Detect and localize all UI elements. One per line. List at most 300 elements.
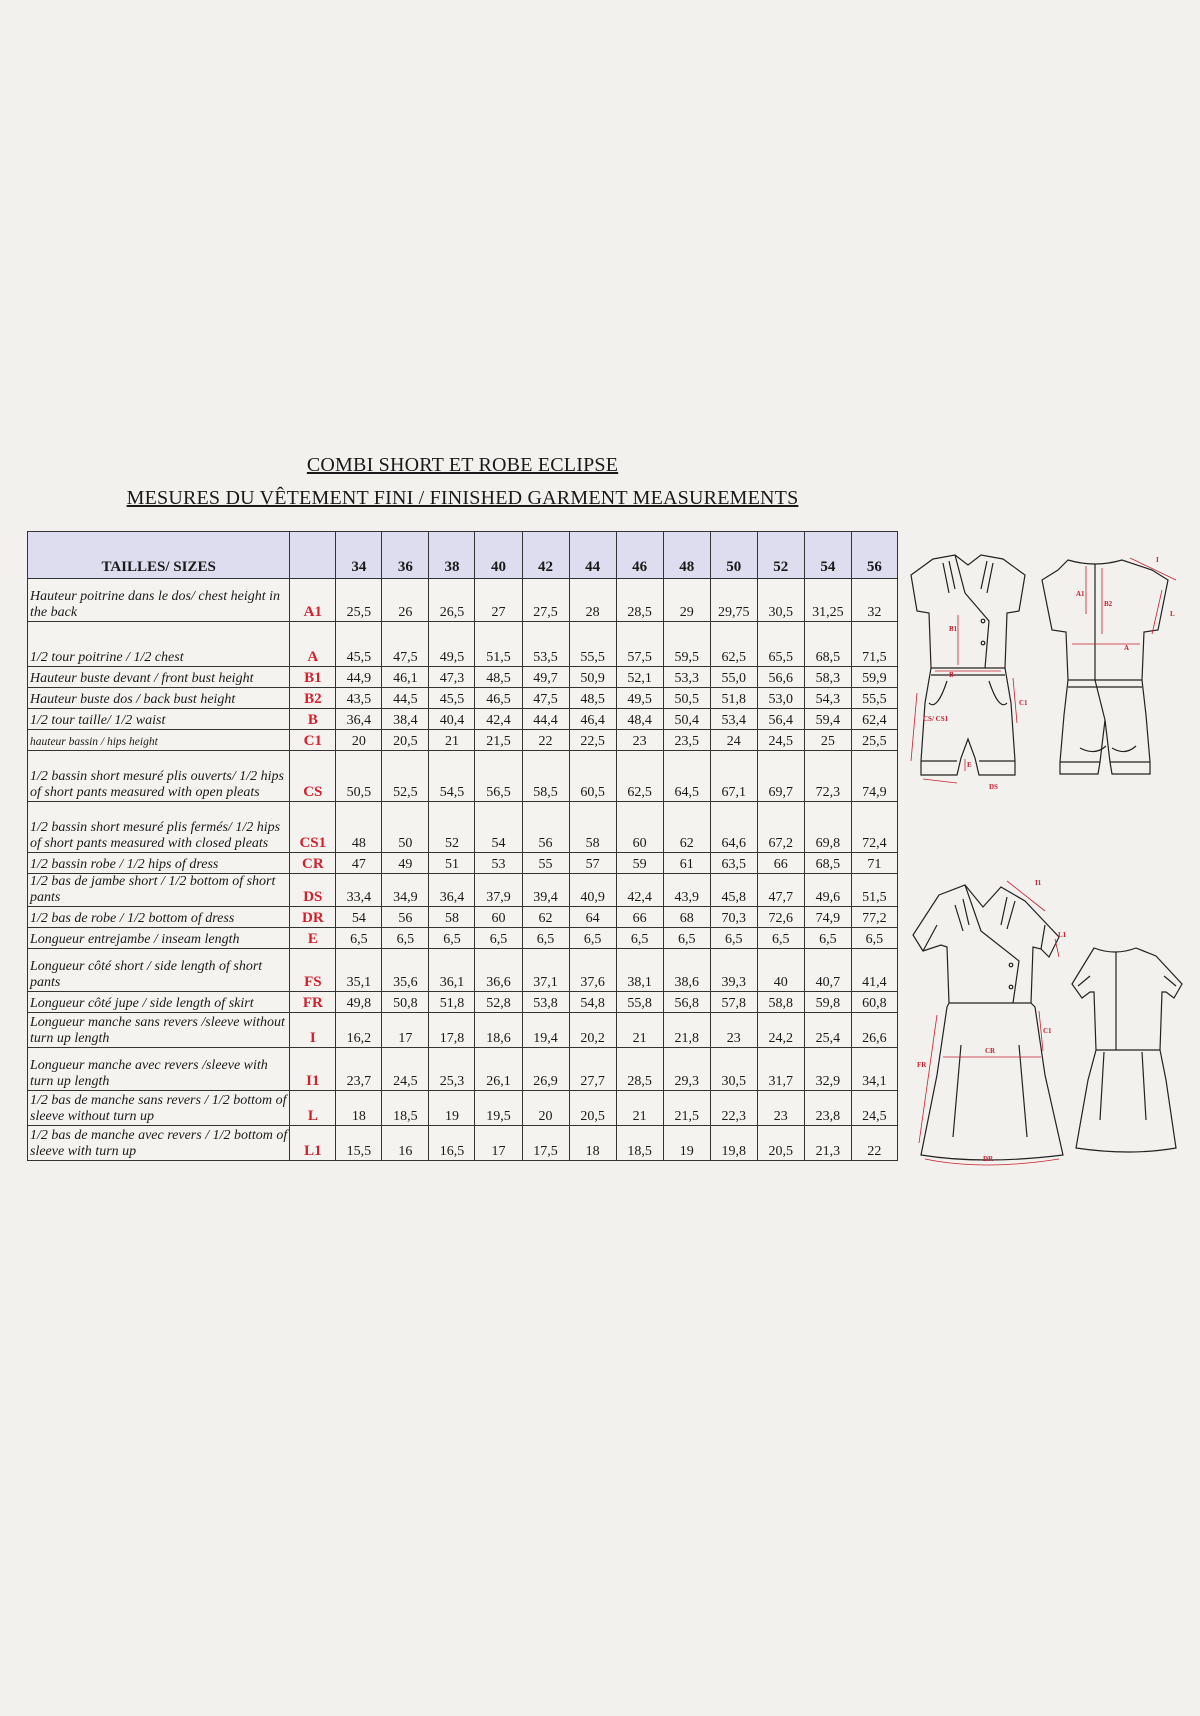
dress-front-illustration <box>903 875 1067 1163</box>
measurement-value: 37,1 <box>522 949 569 992</box>
measurement-value: 60,5 <box>569 751 616 802</box>
measurement-value: 26 <box>382 579 429 622</box>
measurement-value: 67,1 <box>710 751 757 802</box>
measurement-label: 1/2 bassin short mesuré plis ouverts/ 1/2 hips of short pants measured with open pleats <box>28 751 290 802</box>
measurement-value: 56,8 <box>663 992 710 1013</box>
measurement-label: 1/2 bassin robe / 1/2 hips of dress <box>28 853 290 874</box>
measurement-value: 59,5 <box>663 622 710 667</box>
table-row <box>28 1013 898 1048</box>
measurement-value: 59,8 <box>804 992 851 1013</box>
measurement-value: 45,8 <box>710 874 757 907</box>
measurement-value: 46,5 <box>475 688 522 709</box>
measurement-value: 45,5 <box>336 622 382 667</box>
measurement-value: 17 <box>382 1013 429 1048</box>
measurement-value: 58 <box>429 907 475 928</box>
measurement-value: 58 <box>569 802 616 853</box>
measurement-value: 48,5 <box>569 688 616 709</box>
measurement-value: 40,7 <box>804 949 851 992</box>
measurement-label: hauteur bassin / hips height <box>28 730 290 751</box>
measurement-label: Hauteur buste dos / back bust height <box>28 688 290 709</box>
measurement-value: 34,9 <box>382 874 429 907</box>
measurement-code: CR <box>290 853 336 874</box>
measurement-value: 44,5 <box>382 688 429 709</box>
measurement-value: 47,5 <box>522 688 569 709</box>
measurement-value: 23 <box>616 730 663 751</box>
size-header-cell: 52 <box>757 532 804 579</box>
table-row <box>28 688 898 709</box>
measurement-value: 57 <box>569 853 616 874</box>
measurement-value: 47,3 <box>429 667 475 688</box>
measurement-label: Longueur côté short / side length of short pants <box>28 949 290 992</box>
table-row <box>28 874 898 907</box>
measurement-value: 6,5 <box>616 928 663 949</box>
measurement-value: 72,6 <box>757 907 804 928</box>
measurement-label: 1/2 bas de manche avec revers / 1/2 bottom of sleeve with turn up <box>28 1126 290 1161</box>
table-row <box>28 579 898 622</box>
measurement-value: 29,75 <box>710 579 757 622</box>
measurement-code: B1 <box>290 667 336 688</box>
measurement-table <box>27 531 898 1161</box>
measurement-value: 46,1 <box>382 667 429 688</box>
svg-text:A1: A1 <box>1076 590 1085 598</box>
measurement-value: 24 <box>710 730 757 751</box>
measurement-value: 53,3 <box>663 667 710 688</box>
romper-front-illustration <box>903 553 1033 793</box>
measurement-code: L <box>290 1091 336 1126</box>
measurement-value: 16,2 <box>336 1013 382 1048</box>
measurement-value: 49,8 <box>336 992 382 1013</box>
svg-text:DR: DR <box>983 1155 994 1163</box>
measurement-value: 56,6 <box>757 667 804 688</box>
measurement-value: 49,6 <box>804 874 851 907</box>
measurement-value: 52,8 <box>475 992 522 1013</box>
measurement-value: 56 <box>382 907 429 928</box>
measurement-value: 47,7 <box>757 874 804 907</box>
measurement-value: 61 <box>663 853 710 874</box>
measurement-value: 28 <box>569 579 616 622</box>
measurement-value: 52 <box>429 802 475 853</box>
measurement-value: 23,8 <box>804 1091 851 1126</box>
svg-text:B1: B1 <box>949 625 958 633</box>
measurement-value: 6,5 <box>569 928 616 949</box>
measurement-value: 56,4 <box>757 709 804 730</box>
measurement-value: 29 <box>663 579 710 622</box>
measurement-code: L1 <box>290 1126 336 1161</box>
measurement-value: 50,4 <box>663 709 710 730</box>
measurement-value: 72,3 <box>804 751 851 802</box>
measurement-value: 55,8 <box>616 992 663 1013</box>
measurement-value: 48,5 <box>475 667 522 688</box>
dress-back-illustration <box>1070 940 1185 1155</box>
measurement-value: 36,6 <box>475 949 522 992</box>
measurement-label: Longueur entrejambe / inseam length <box>28 928 290 949</box>
measurement-value: 20,5 <box>757 1126 804 1161</box>
measurement-label: Longueur côté jupe / side length of skirt <box>28 992 290 1013</box>
measurement-code: FS <box>290 949 336 992</box>
measurement-value: 42,4 <box>616 874 663 907</box>
measurement-value: 53,5 <box>522 622 569 667</box>
measurement-value: 43,9 <box>663 874 710 907</box>
size-header-cell: 48 <box>663 532 710 579</box>
measurement-value: 52,1 <box>616 667 663 688</box>
code-header <box>290 532 336 579</box>
table-row <box>28 667 898 688</box>
measurement-value: 32 <box>851 579 897 622</box>
measurement-value: 51,8 <box>710 688 757 709</box>
measurement-value: 54 <box>475 802 522 853</box>
measurement-value: 50,5 <box>663 688 710 709</box>
measurement-code: B2 <box>290 688 336 709</box>
measurement-value: 6,5 <box>382 928 429 949</box>
svg-text:E: E <box>967 761 972 769</box>
table-row <box>28 1091 898 1126</box>
measurement-value: 6,5 <box>663 928 710 949</box>
measurement-value: 57,5 <box>616 622 663 667</box>
measurement-value: 25,5 <box>336 579 382 622</box>
size-header-cell: 40 <box>475 532 522 579</box>
measurement-value: 62 <box>522 907 569 928</box>
size-header-cell: 50 <box>710 532 757 579</box>
svg-text:FR: FR <box>917 1061 927 1069</box>
measurement-value: 23 <box>710 1013 757 1048</box>
measurement-code: C1 <box>290 730 336 751</box>
measurement-value: 68,5 <box>804 853 851 874</box>
measurement-value: 20,5 <box>382 730 429 751</box>
measurement-value: 21,8 <box>663 1013 710 1048</box>
size-header-cell: 54 <box>804 532 851 579</box>
size-header-cell: 56 <box>851 532 897 579</box>
measurement-value: 38,6 <box>663 949 710 992</box>
measurement-value: 68,5 <box>804 622 851 667</box>
measurement-code: CS1 <box>290 802 336 853</box>
measurement-value: 33,4 <box>336 874 382 907</box>
measurement-value: 17,8 <box>429 1013 475 1048</box>
measurement-value: 22,5 <box>569 730 616 751</box>
measurement-value: 51,5 <box>475 622 522 667</box>
measurement-value: 67,2 <box>757 802 804 853</box>
measurement-value: 53,4 <box>710 709 757 730</box>
measurement-value: 62,5 <box>616 751 663 802</box>
measurement-value: 40 <box>757 949 804 992</box>
measurement-value: 50,8 <box>382 992 429 1013</box>
measurement-value: 26,6 <box>851 1013 897 1048</box>
measurement-value: 44,4 <box>522 709 569 730</box>
measurement-value: 48,4 <box>616 709 663 730</box>
svg-text:A: A <box>1124 644 1130 652</box>
measurement-value: 22 <box>851 1126 897 1161</box>
svg-text:I1: I1 <box>1035 879 1042 887</box>
measurement-code: B <box>290 709 336 730</box>
romper-back-illustration <box>1040 550 1180 780</box>
measurement-value: 30,5 <box>710 1048 757 1091</box>
measurement-value: 64,5 <box>663 751 710 802</box>
measurement-value: 24,2 <box>757 1013 804 1048</box>
measurement-value: 16,5 <box>429 1126 475 1161</box>
measurement-value: 20,2 <box>569 1013 616 1048</box>
measurement-value: 54,5 <box>429 751 475 802</box>
measurement-value: 49,5 <box>429 622 475 667</box>
measurement-value: 49,7 <box>522 667 569 688</box>
svg-text:DS: DS <box>989 783 998 791</box>
measurement-value: 17 <box>475 1126 522 1161</box>
measurement-value: 15,5 <box>336 1126 382 1161</box>
measurement-value: 55 <box>522 853 569 874</box>
measurement-value: 31,25 <box>804 579 851 622</box>
measurement-value: 26,5 <box>429 579 475 622</box>
measurement-value: 47,5 <box>382 622 429 667</box>
measurement-value: 23 <box>757 1091 804 1126</box>
measurement-value: 20,5 <box>569 1091 616 1126</box>
svg-text:L1: L1 <box>1058 931 1067 939</box>
measurement-value: 66 <box>616 907 663 928</box>
measurement-value: 47 <box>336 853 382 874</box>
measurement-code: CS <box>290 751 336 802</box>
measurement-value: 24,5 <box>382 1048 429 1091</box>
measurement-value: 74,9 <box>804 907 851 928</box>
size-header-cell: 44 <box>569 532 616 579</box>
measurement-value: 19 <box>663 1126 710 1161</box>
measurement-value: 18 <box>336 1091 382 1126</box>
table-row <box>28 709 898 730</box>
measurement-value: 24,5 <box>757 730 804 751</box>
measurement-value: 60 <box>616 802 663 853</box>
measurement-value: 19,5 <box>475 1091 522 1126</box>
measurement-value: 25,4 <box>804 1013 851 1048</box>
measurement-value: 62 <box>663 802 710 853</box>
measurement-value: 18,6 <box>475 1013 522 1048</box>
measurement-value: 56,5 <box>475 751 522 802</box>
measurement-code: I1 <box>290 1048 336 1091</box>
measurement-value: 39,3 <box>710 949 757 992</box>
table-row <box>28 949 898 992</box>
measurement-code: I <box>290 1013 336 1048</box>
measurement-value: 17,5 <box>522 1126 569 1161</box>
measurement-value: 56 <box>522 802 569 853</box>
measurement-value: 39,4 <box>522 874 569 907</box>
measurement-label: 1/2 bassin short mesuré plis fermés/ 1/2 hips of short pants measured with closed pleats <box>28 802 290 853</box>
measurement-value: 6,5 <box>757 928 804 949</box>
measurement-value: 62,4 <box>851 709 897 730</box>
measurement-value: 6,5 <box>804 928 851 949</box>
measurement-value: 60,8 <box>851 992 897 1013</box>
measurement-value: 35,6 <box>382 949 429 992</box>
measurement-value: 54 <box>336 907 382 928</box>
measurement-value: 19,8 <box>710 1126 757 1161</box>
measurement-code: FR <box>290 992 336 1013</box>
measurement-code: A1 <box>290 579 336 622</box>
measurement-value: 36,1 <box>429 949 475 992</box>
measurement-value: 45,5 <box>429 688 475 709</box>
measurement-value: 18,5 <box>382 1091 429 1126</box>
measurement-value: 69,7 <box>757 751 804 802</box>
measurement-value: 38,4 <box>382 709 429 730</box>
measurement-label: Longueur manche sans revers /sleeve without turn up length <box>28 1013 290 1048</box>
measurement-value: 40,9 <box>569 874 616 907</box>
measurement-value: 66 <box>757 853 804 874</box>
measurement-label: Hauteur poitrine dans le dos/ chest height in the back <box>28 579 290 622</box>
measurement-value: 18,5 <box>616 1126 663 1161</box>
page-title: COMBI SHORT ET ROBE ECLIPSE <box>306 454 619 476</box>
measurement-value: 69,8 <box>804 802 851 853</box>
measurement-value: 6,5 <box>475 928 522 949</box>
svg-text:CS/ CS1: CS/ CS1 <box>923 715 949 723</box>
table-row <box>28 853 898 874</box>
measurement-value: 51 <box>429 853 475 874</box>
measurement-value: 6,5 <box>851 928 897 949</box>
measurement-value: 48 <box>336 802 382 853</box>
measurement-value: 43,5 <box>336 688 382 709</box>
size-header-cell: 34 <box>336 532 382 579</box>
svg-text:B2: B2 <box>1104 600 1113 608</box>
table-row <box>28 928 898 949</box>
measurement-label: 1/2 tour taille/ 1/2 waist <box>28 709 290 730</box>
measurement-value: 60 <box>475 907 522 928</box>
measurement-label: 1/2 bas de robe / 1/2 bottom of dress <box>28 907 290 928</box>
size-header-row <box>28 532 898 579</box>
measurement-value: 44,9 <box>336 667 382 688</box>
measurement-value: 21,3 <box>804 1126 851 1161</box>
measurement-value: 65,5 <box>757 622 804 667</box>
measurement-value: 21,5 <box>475 730 522 751</box>
measurement-value: 32,9 <box>804 1048 851 1091</box>
measurement-value: 50,5 <box>336 751 382 802</box>
measurement-value: 23,5 <box>663 730 710 751</box>
measurement-value: 21 <box>616 1091 663 1126</box>
measurement-value: 58,3 <box>804 667 851 688</box>
measurement-value: 28,5 <box>616 579 663 622</box>
size-header-cell: 46 <box>616 532 663 579</box>
measurement-value: 22 <box>522 730 569 751</box>
measurement-label: 1/2 bas de jambe short / 1/2 bottom of short pants <box>28 874 290 907</box>
measurement-value: 6,5 <box>429 928 475 949</box>
measurement-code: DS <box>290 874 336 907</box>
measurement-value: 59,9 <box>851 667 897 688</box>
table-row <box>28 751 898 802</box>
measurement-value: 63,5 <box>710 853 757 874</box>
measurement-label: 1/2 tour poitrine / 1/2 chest <box>28 622 290 667</box>
svg-text:L: L <box>1170 610 1175 618</box>
measurement-value: 54,8 <box>569 992 616 1013</box>
measurement-value: 50 <box>382 802 429 853</box>
size-header-label: TAILLES/ SIZES <box>28 532 290 579</box>
measurement-value: 59 <box>616 853 663 874</box>
measurement-value: 19 <box>429 1091 475 1126</box>
measurement-value: 37,9 <box>475 874 522 907</box>
measurement-value: 71 <box>851 853 897 874</box>
measurement-value: 25,3 <box>429 1048 475 1091</box>
measurement-value: 16 <box>382 1126 429 1161</box>
measurement-value: 38,1 <box>616 949 663 992</box>
measurement-value: 21 <box>429 730 475 751</box>
measurement-value: 31,7 <box>757 1048 804 1091</box>
measurement-value: 22,3 <box>710 1091 757 1126</box>
size-header-cell: 42 <box>522 532 569 579</box>
measurement-value: 64 <box>569 907 616 928</box>
measurement-value: 53,0 <box>757 688 804 709</box>
measurement-value: 53 <box>475 853 522 874</box>
measurement-value: 6,5 <box>336 928 382 949</box>
measurement-value: 77,2 <box>851 907 897 928</box>
measurement-value: 37,6 <box>569 949 616 992</box>
measurement-value: 27 <box>475 579 522 622</box>
measurement-label: 1/2 bas de manche sans revers / 1/2 bottom of sleeve without turn up <box>28 1091 290 1126</box>
measurement-value: 34,1 <box>851 1048 897 1091</box>
measurement-label: Hauteur buste devant / front bust height <box>28 667 290 688</box>
measurement-value: 51,8 <box>429 992 475 1013</box>
measurement-value: 28,5 <box>616 1048 663 1091</box>
svg-text:CR: CR <box>985 1047 996 1055</box>
measurement-value: 62,5 <box>710 622 757 667</box>
table-row <box>28 1126 898 1161</box>
measurement-value: 71,5 <box>851 622 897 667</box>
size-header-cell: 38 <box>429 532 475 579</box>
measurement-value: 55,5 <box>569 622 616 667</box>
svg-text:B: B <box>949 671 954 679</box>
measurement-code: DR <box>290 907 336 928</box>
measurement-value: 58,8 <box>757 992 804 1013</box>
measurement-value: 29,3 <box>663 1048 710 1091</box>
svg-text:C1: C1 <box>1019 699 1028 707</box>
measurement-value: 26,9 <box>522 1048 569 1091</box>
table-row <box>28 802 898 853</box>
measurement-code: A <box>290 622 336 667</box>
measurement-value: 6,5 <box>710 928 757 949</box>
measurement-value: 70,3 <box>710 907 757 928</box>
size-header-cell: 36 <box>382 532 429 579</box>
measurement-value: 49 <box>382 853 429 874</box>
measurement-value: 27,5 <box>522 579 569 622</box>
measurement-value: 24,5 <box>851 1091 897 1126</box>
measurement-value: 54,3 <box>804 688 851 709</box>
measurement-value: 52,5 <box>382 751 429 802</box>
measurement-value: 42,4 <box>475 709 522 730</box>
measurement-value: 23,7 <box>336 1048 382 1091</box>
table-row <box>28 992 898 1013</box>
measurement-value: 19,4 <box>522 1013 569 1048</box>
measurement-value: 25 <box>804 730 851 751</box>
measurement-value: 59,4 <box>804 709 851 730</box>
measurement-value: 18 <box>569 1126 616 1161</box>
measurement-value: 21,5 <box>663 1091 710 1126</box>
measurement-value: 64,6 <box>710 802 757 853</box>
measurement-value: 41,4 <box>851 949 897 992</box>
measurement-value: 46,4 <box>569 709 616 730</box>
measurement-value: 26,1 <box>475 1048 522 1091</box>
measurement-value: 30,5 <box>757 579 804 622</box>
measurement-value: 68 <box>663 907 710 928</box>
measurement-value: 35,1 <box>336 949 382 992</box>
measurement-value: 21 <box>616 1013 663 1048</box>
measurement-value: 20 <box>522 1091 569 1126</box>
measurement-value: 25,5 <box>851 730 897 751</box>
page-subtitle: MESURES DU VÊTEMENT FINI / FINISHED GARMENT MEASUREMENTS <box>126 487 799 509</box>
measurement-value: 36,4 <box>429 874 475 907</box>
measurement-code: E <box>290 928 336 949</box>
svg-text:C1: C1 <box>1043 1027 1052 1035</box>
measurement-value: 50,9 <box>569 667 616 688</box>
measurement-value: 6,5 <box>522 928 569 949</box>
measurement-label: Longueur manche avec revers /sleeve with turn up length <box>28 1048 290 1091</box>
measurement-value: 27,7 <box>569 1048 616 1091</box>
table-row <box>28 1048 898 1091</box>
measurement-value: 55,0 <box>710 667 757 688</box>
measurement-value: 20 <box>336 730 382 751</box>
measurement-value: 57,8 <box>710 992 757 1013</box>
table-row <box>28 622 898 667</box>
measurement-value: 55,5 <box>851 688 897 709</box>
measurement-value: 72,4 <box>851 802 897 853</box>
measurement-value: 36,4 <box>336 709 382 730</box>
